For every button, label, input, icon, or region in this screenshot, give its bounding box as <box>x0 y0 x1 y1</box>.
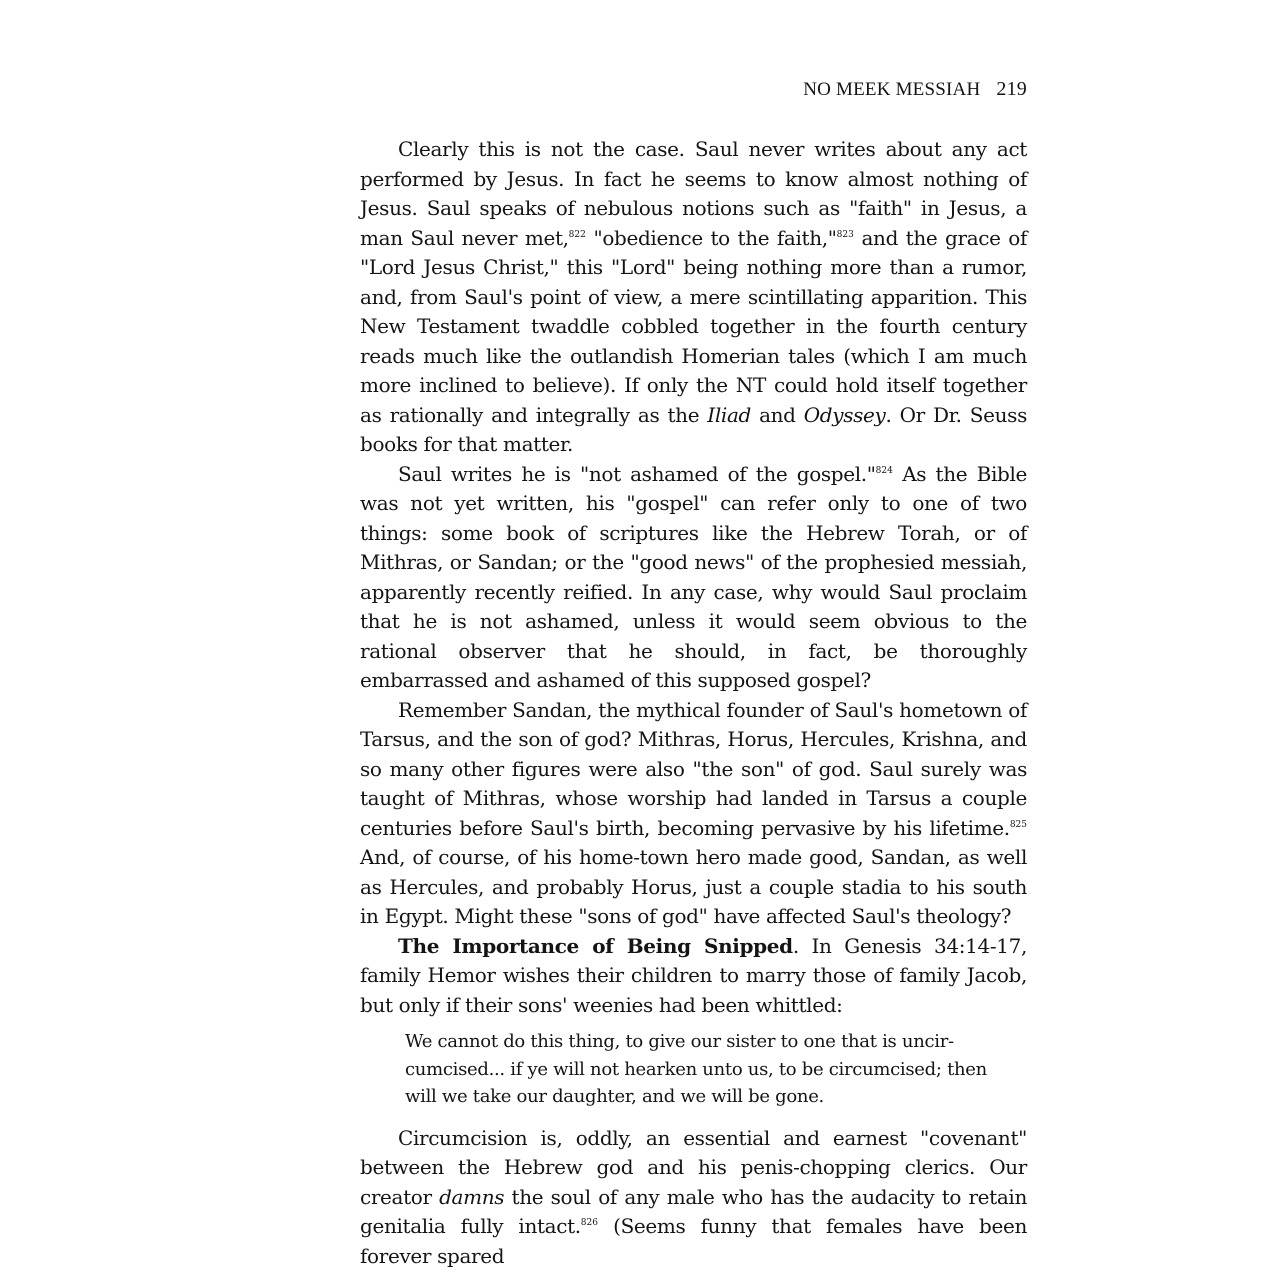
paragraph-5 <box>360 1124 1027 1272</box>
footnote-ref-826[interactable]: 826 <box>580 1218 598 1228</box>
running-head <box>803 78 1027 101</box>
running-head-title: NO MEEK MESSIAH <box>803 79 981 100</box>
paragraph-1-text-and: and <box>750 402 804 427</box>
emphasis-damns: damns <box>439 1184 505 1209</box>
section-heading: The Importance of Being Snipped <box>398 933 793 958</box>
paragraph-2-text-a: Saul writes he is "not ashamed of the gospel." <box>398 461 876 486</box>
title-iliad: Iliad <box>707 402 751 427</box>
paragraph-1-text-d: . Or Dr. Seuss books for that matter. <box>360 402 1027 456</box>
page-number: 219 <box>996 78 1027 100</box>
paragraph-2-text-b: As the Bible was not yet written, his "gospel" can refer only to one of two things: some book of scriptures like the Hebrew Torah, or of Mithras, or Sandan; or the "good news" of the prophesied messiah, apparently recently reified. In any case, why would Saul proclaim that he is not ashamed, unless it would seem obvious to the rational observer that he should, in fact, be thoroughly embarrassed and ashamed of this supposed gospel? <box>360 461 1027 692</box>
footnote-ref-822[interactable]: 822 <box>568 229 586 240</box>
footnote-ref-824[interactable]: 824 <box>875 465 893 476</box>
paragraph-5-text-a: Circumcision is, oddly, an essential and earnest "covenant" between the Hebrew god and his penis-chopping clerics. Our creator <box>360 1125 1027 1209</box>
footnote-ref-825[interactable]: 825 <box>1009 819 1027 830</box>
paragraph-5-text-b: the soul of any male who has the audacity to retain genitalia fully intact. <box>360 1184 1028 1238</box>
paragraph-1-text-a: Clearly this is not the case. Saul never writes about any act performed by Jesus. In fact he seems to know almost nothing of Jesus. Saul speaks of nebulous notions such as "faith" in Jesus, a man Saul never met, <box>360 137 1027 250</box>
paragraph-5-text-c: (Seems funny that females have been forever spared <box>360 1214 1027 1268</box>
paragraph-4-text-a: . In Genesis 34:14-17, family Hemor wishes their children to marry those of family Jacob, but only if their sons' weenies had been whittled: <box>360 933 1027 1017</box>
block-quote: We cannot do this thing, to give our sister to one that is uncir-cumcised... if ye will not hearken unto us, to be circumcised; then will we take our daughter, and we will be gone. <box>405 1031 987 1107</box>
paragraph-2 <box>360 460 1027 696</box>
paragraph-3 <box>360 696 1027 932</box>
paragraph-1 <box>360 135 1027 460</box>
paragraph-1-text-b: "obedience to the faith," <box>585 225 837 250</box>
title-odyssey: Odyssey <box>803 402 886 427</box>
paragraph-3-text-a: Remember Sandan, the mythical founder of Saul's hometown of Tarsus, and the son of god? Mithras, Horus, Hercules, Krishna, and so many other figures were also "the son" of god. Saul surely was taught of Mithras, whose worship had landed in Tarsus a couple centuries before Saul's birth, becoming pervasive by his lifetime. <box>360 697 1027 840</box>
paragraph-1-text-c: and the grace of "Lord Jesus Christ," this "Lord" being nothing more than a rumor, and, from Saul's point of view, a mere scintillating apparition. This New Testament twaddle cobbled together in the fourth century reads much like the outlandish Homerian tales (which I am much more inclined to believe). If only the NT could hold itself together as rationally and integrally as the <box>360 225 1028 427</box>
footnote-ref-823[interactable]: 823 <box>836 229 854 240</box>
paragraph-3-text-b: And, of course, of his home-town hero made good, Sandan, as well as Hercules, and probably Horus, just a couple stadia to his south in Egypt. Might these "sons of god" have affected Saul's theology? <box>360 845 1027 928</box>
paragraph-4 <box>360 932 1027 1021</box>
body-text <box>360 135 1027 1271</box>
